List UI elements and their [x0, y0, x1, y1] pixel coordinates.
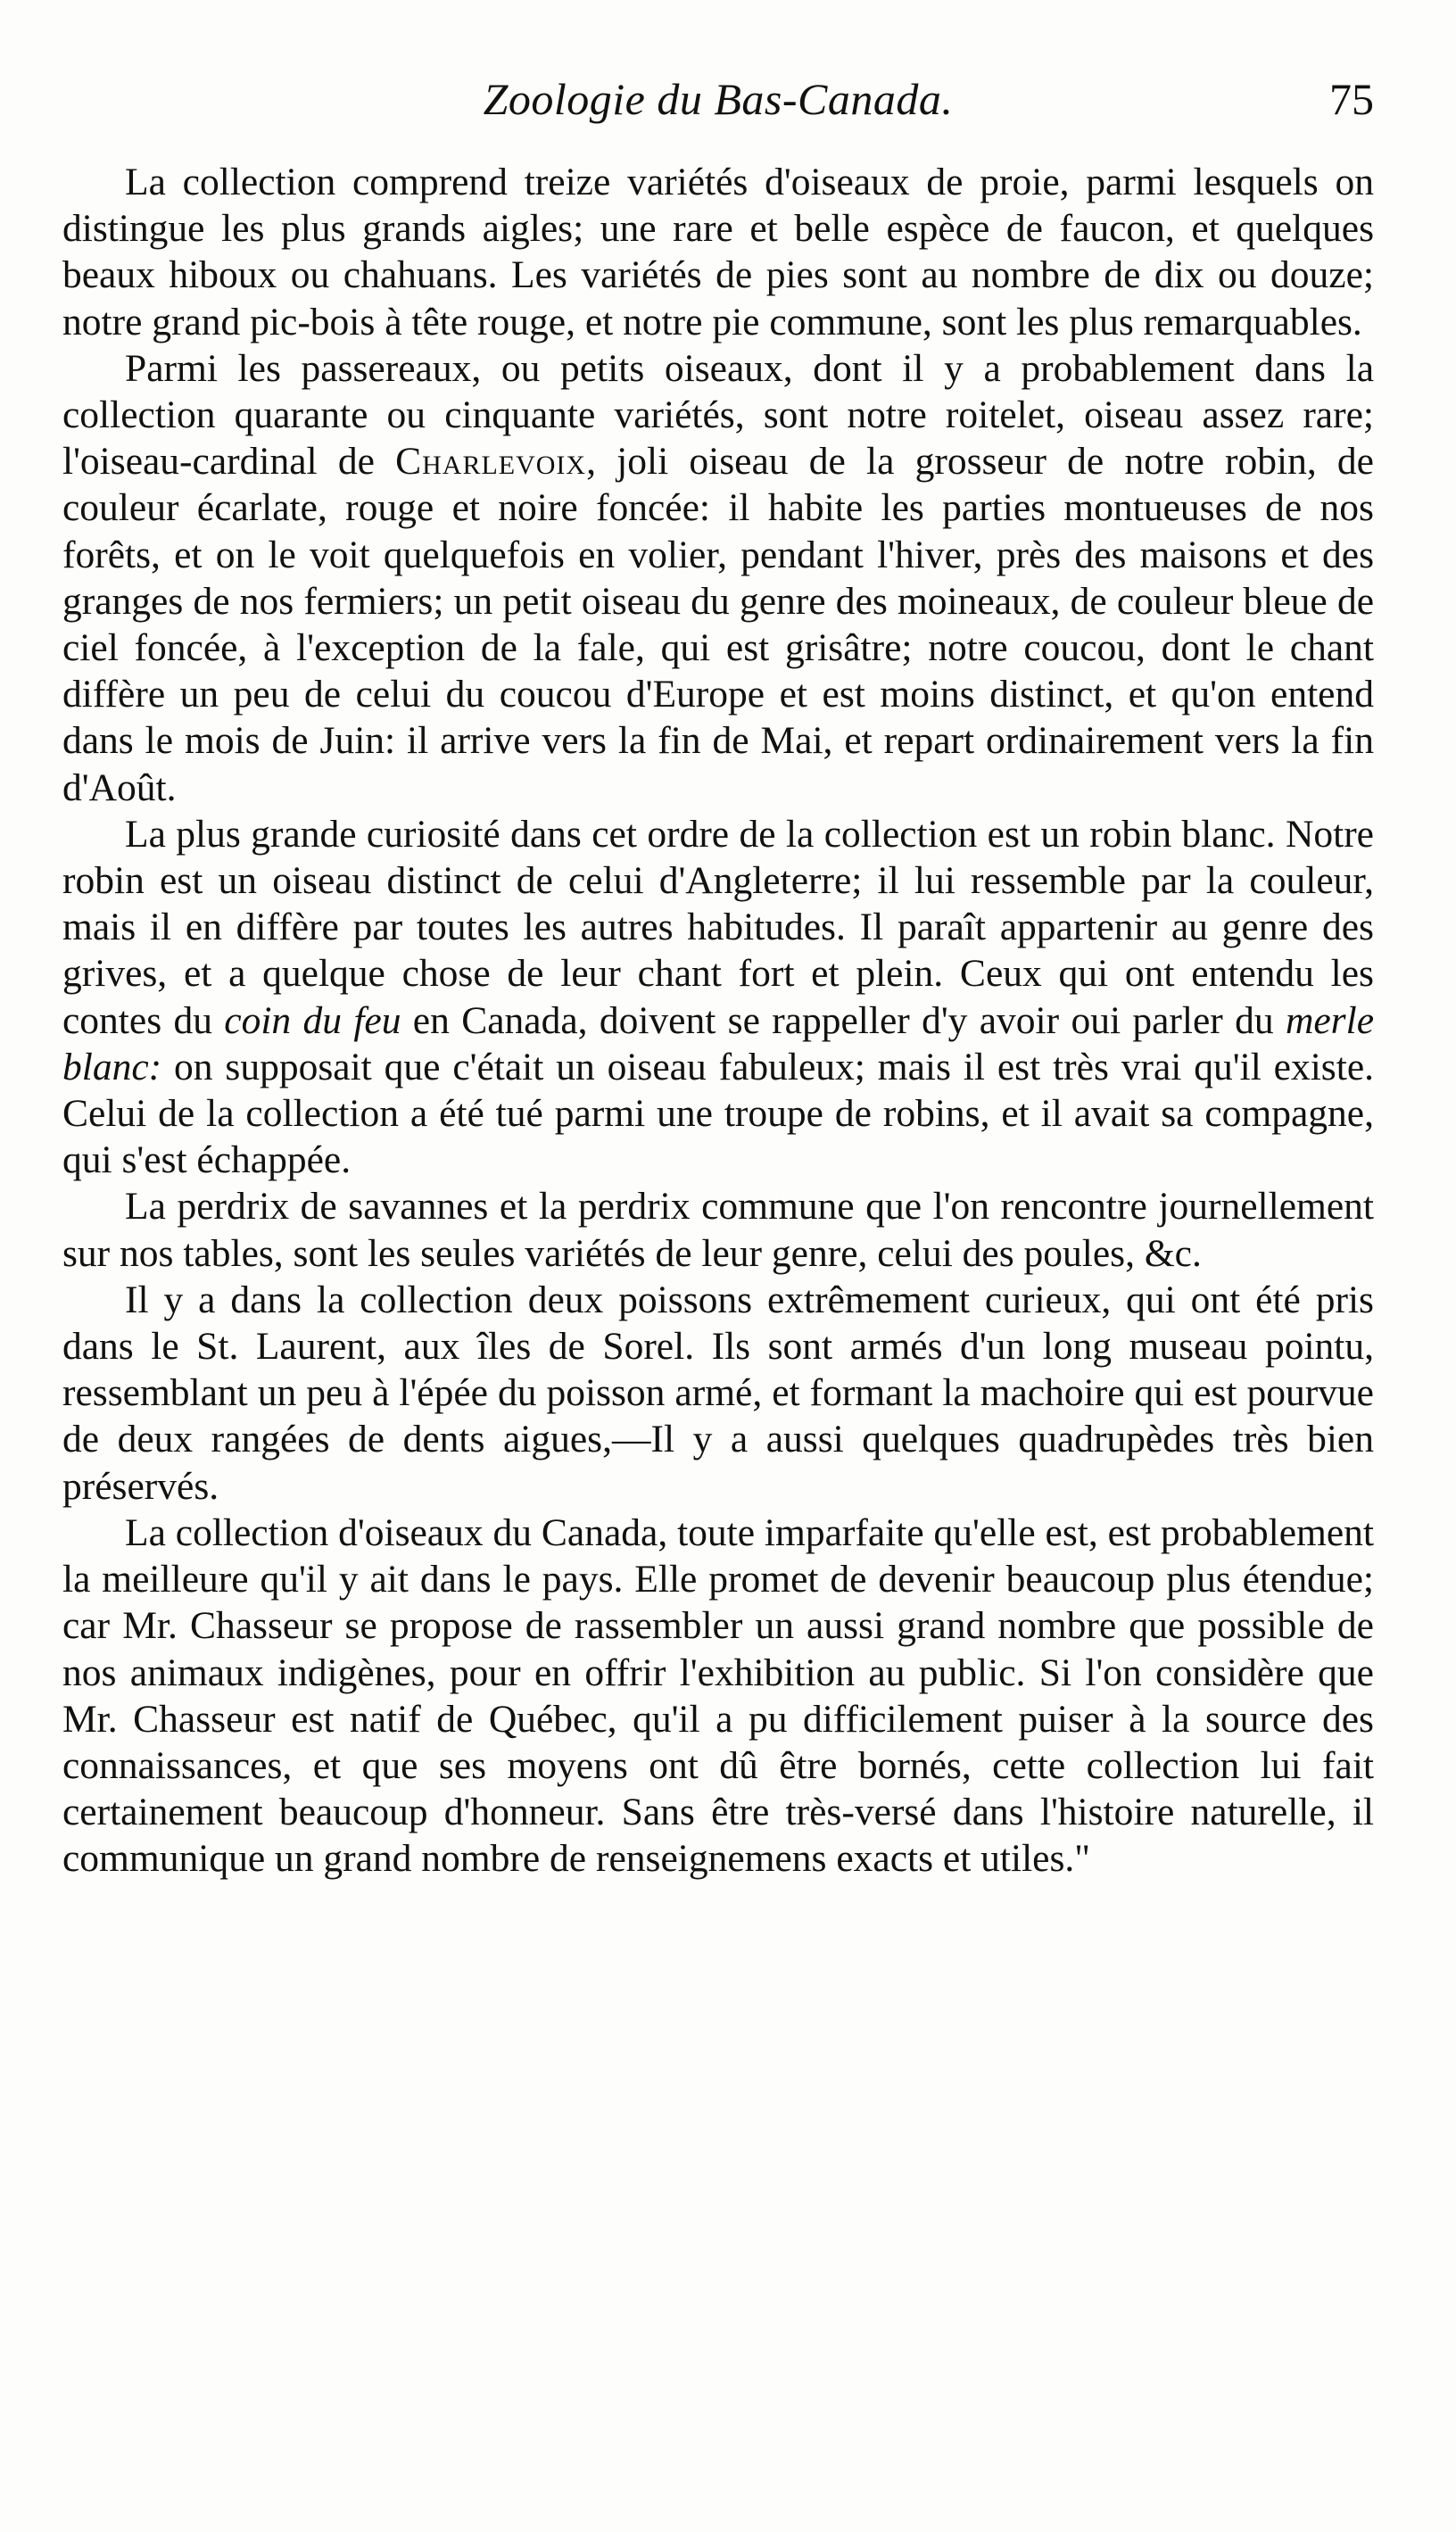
paragraph-segment: Parmi les passereaux, ou petits oiseaux, dont il y a probablement dans la collection quarante ou cinquante variétés, sont notre roitelet, oiseau assez rare; l'oiseau-cardinal de: [62, 346, 1374, 484]
italic-phrase: coin du feu: [224, 998, 401, 1042]
paragraph-birds-of-prey: La collection comprend treize variétés d'oiseaux de proie, parmi lesquels on distingue les plus grands aigles; une rare et belle espèce de faucon, et quelques beaux hiboux ou chahuans. Les variétés de pies sont au nombre de dix ou douze; notre grand pic-bois à tête rouge, et notre pie commune, sont les plus remarquables.: [62, 161, 1374, 343]
paragraph-robin-blanc: [62, 811, 1374, 1184]
page: [62, 62, 1374, 2489]
paragraph-segment: , joli oiseau de la grosseur de notre robin, de couleur écarlate, rouge et noire foncée: il habite les parties montueuses de nos forêts, et on le voit quelquefois en volier, pendant l'hiver, près des maisons et des granges de nos fermiers; un petit oiseau du genre des moineaux, de couleur bleue de ciel foncée, à l'exception de la fale, qui est grisâtre; notre coucou, dont le chant diffère un peu de celui du coucou d'Europe et est moins distinct, et qu'on entend dans le mois de Juin: il arrive vers la fin de Mai, et repart ordinairement vers la fin d'Août.: [62, 440, 1374, 809]
body-text: [62, 159, 1374, 1882]
paragraph-segment: La plus grande curiosité dans cet ordre de la collection est un robin blanc. Notre robin est un oiseau distinct de celui d'Angleterre; il lui ressemble par la couleur, mais il en diffère par toutes les autres habitudes. Il paraît appartenir au genre des grives, et a quelque chose de leur chant fort et plein. Ceux qui ont entendu les contes du: [62, 812, 1374, 1042]
paragraph-collection-summary: La collection d'oiseaux du Canada, toute imparfaite qu'elle est, est probablement la meilleure qu'il y ait dans le pays. Elle promet de devenir beaucoup plus étendue; car Mr. Chasseur se propose de rassembler un aussi grand nombre que possible de nos animaux indigènes, pour en offrir l'exhibition au public. Si l'on considère que Mr. Chasseur est natif de Québec, qu'il a pu difficilement puiser à la source des connaissances, et que ses moyens ont dû être bornés, cette collection lui fait certainement beaucoup d'honneur. Sans être très-versé dans l'histoire naturelle, il communique un grand nombre de renseignemens exacts et utiles.": [62, 1510, 1374, 1881]
running-title: Zoologie du Bas-Canada.: [483, 74, 954, 124]
page-number: 75: [1329, 74, 1374, 124]
paragraph-poissons: Il y a dans la collection deux poissons extrêmement curieux, qui ont été pris dans le St. Laurent, aux îles de Sorel. Ils sont armés d'un long museau pointu, ressemblant un peu à l'épée du poisson armé, et formant la machoire qui est pourvue de deux rangées de dents aigues,—Il y a aussi quelques quadrupèdes très bien préservés.: [62, 1278, 1374, 1508]
paragraph-segment: en Canada, doivent se rappeller d'y avoir oui parler du: [401, 998, 1286, 1042]
author-name: Charlevoix: [395, 440, 587, 484]
paragraph-segment: on supposait que c'était un oiseau fabuleux; mais il est très vrai qu'il existe. Celui de la collection a été tué parmi une troupe de robins, et il avait sa compagne, qui s'est échappée.: [62, 1045, 1374, 1182]
paragraph-passereaux: [62, 345, 1374, 811]
running-head: [62, 62, 1374, 152]
paragraph-perdrix: La perdrix de savannes et la perdrix commune que l'on rencontre journellement sur nos tables, sont les seules variétés de leur genre, celui des poules, &c.: [62, 1185, 1374, 1275]
italic-phrase: merle blanc:: [62, 998, 1374, 1088]
